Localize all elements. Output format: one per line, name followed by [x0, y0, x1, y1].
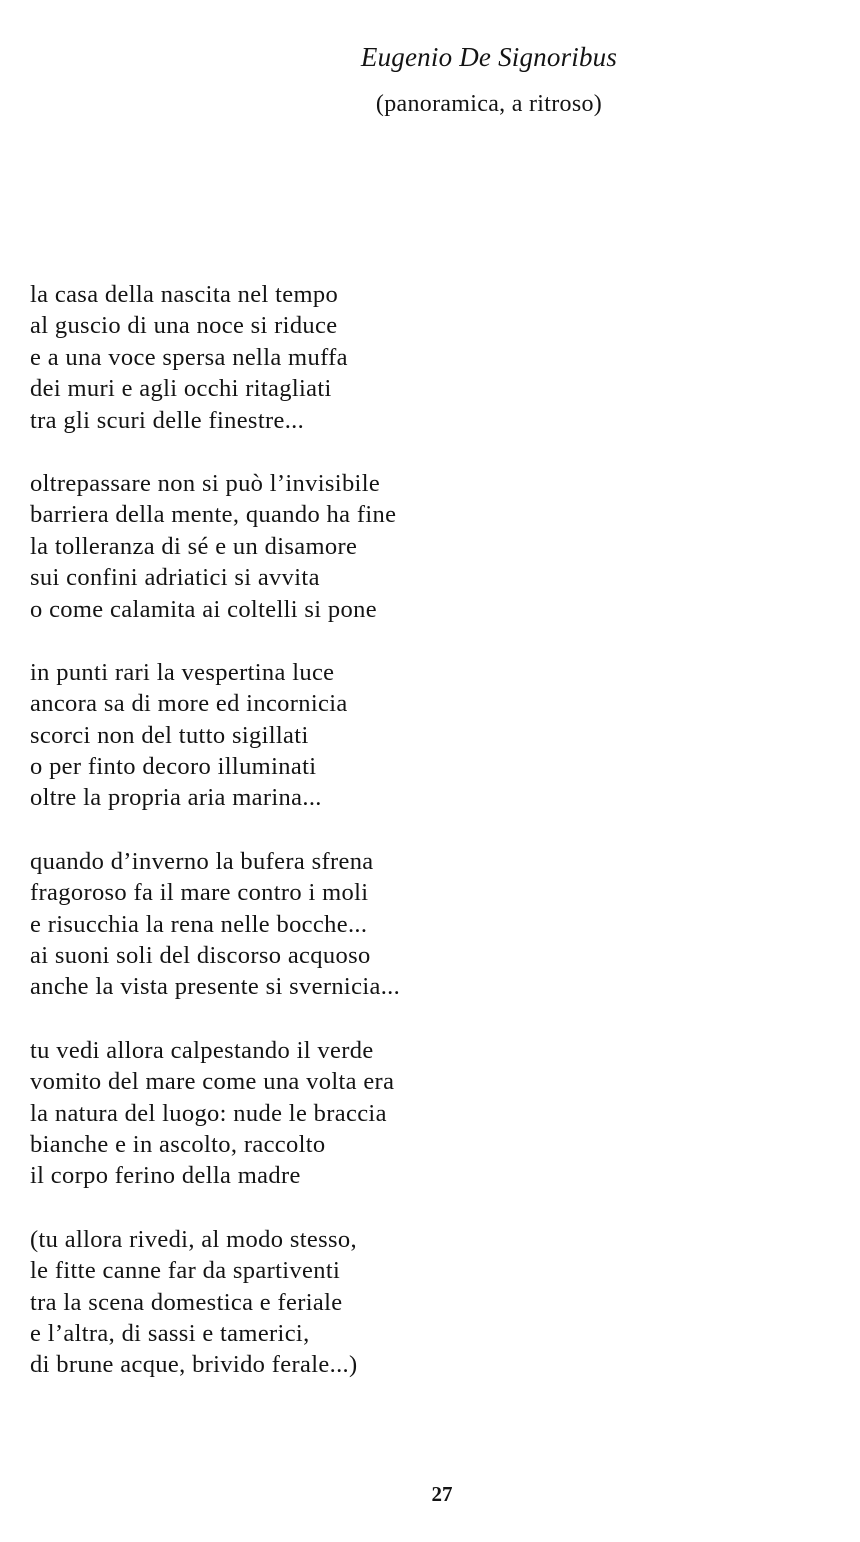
author-name: Eugenio De Signoribus [360, 42, 618, 72]
poem-line: e a una voce spersa nella muffa [30, 343, 348, 371]
poem-title: (panoramica, a ritroso) [375, 91, 603, 117]
poem-line: e l’altra, di sassi e tamerici, [30, 1319, 310, 1347]
poem-line: oltre la propria aria marina... [30, 784, 322, 812]
poem-line: o per finto decoro illuminati [30, 753, 317, 781]
stanza-5 [30, 1035, 830, 1192]
poem-line: barriera della mente, quando ha fine [30, 501, 397, 529]
poem-line: fragoroso fa il mare contro i moli [30, 879, 369, 907]
poem-line: vomito del mare come una volta era [30, 1068, 395, 1096]
page-number: 27 [431, 1482, 453, 1506]
poem-line: bianche e in ascolto, raccolto [30, 1130, 326, 1158]
poem-line: in punti rari la vespertina luce [30, 658, 335, 686]
poem-line: la natura del luogo: nude le braccia [30, 1099, 387, 1127]
poem-line: (tu allora rivedi, al modo stesso, [30, 1225, 357, 1253]
poem-line: o come calamita ai coltelli si pone [30, 595, 377, 623]
poem-line: dei muri e agli occhi ritagliati [30, 375, 332, 403]
poem-line: oltrepassare non si può l’invisibile [30, 469, 381, 497]
poem-line: la casa della nascita nel tempo [30, 281, 339, 308]
poem-line: ai suoni soli del discorso acquoso [30, 942, 371, 970]
stanza-2 [30, 468, 830, 625]
poem-line: tu vedi allora calpestando il verde [30, 1036, 374, 1064]
poem-line: la tolleranza di sé e un disamore [30, 532, 358, 560]
poem-line: di brune acque, brivido ferale...) [30, 1351, 358, 1379]
poem-line: scorci non del tutto sigillati [30, 721, 309, 749]
poem-line: tra la scena domestica e feriale [30, 1288, 343, 1316]
stanza-4 [30, 846, 830, 1003]
poem-line: e risucchia la rena nelle bocche... [30, 910, 368, 938]
stanza-1 [30, 279, 830, 436]
stanza-6 [30, 1224, 830, 1381]
stanza-3 [30, 657, 830, 814]
poem-line: sui confini adriatici si avvita [30, 564, 320, 592]
poem-line: anche la vista presente si svernicia... [30, 973, 401, 1001]
poem-line: tra gli scuri delle finestre... [30, 406, 305, 434]
poem-body [30, 279, 830, 1413]
poem-line: le fitte canne far da spartiventi [30, 1257, 341, 1285]
poem-line: il corpo ferino della madre [30, 1162, 301, 1190]
poem-line: ancora sa di more ed incornicia [30, 690, 348, 718]
poem-line: quando d’inverno la bufera sfrena [30, 847, 374, 875]
poem-line: al guscio di una noce si riduce [30, 312, 338, 340]
